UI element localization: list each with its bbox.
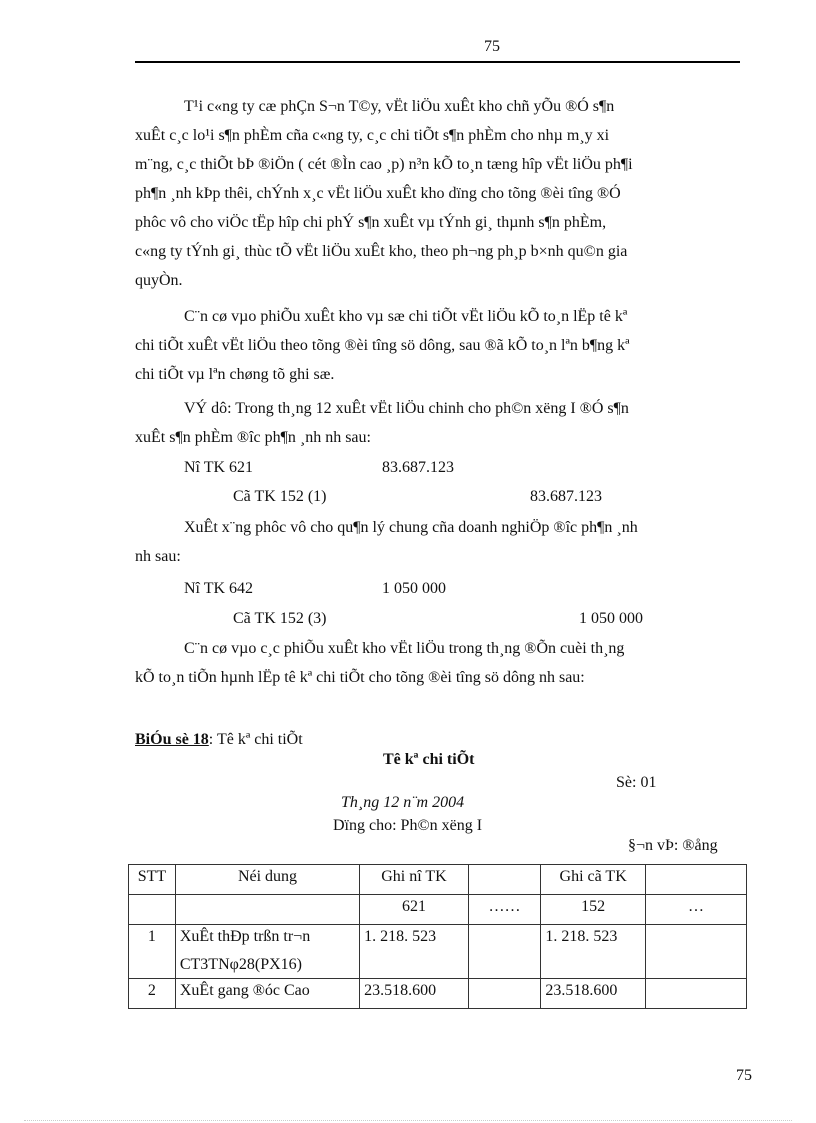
credit-account: Cã TK 152 (3) bbox=[233, 610, 327, 627]
report-unit: §¬n vÞ: ®ång bbox=[628, 837, 718, 854]
subheader-debit-account: 621 bbox=[360, 895, 469, 925]
paragraph-line: kÕ to¸n tiÕn hµnh lËp tê kª chi tiÕt cho tõng ®èi tîng sö dông nh sau: bbox=[135, 669, 585, 686]
report-number: Sè: 01 bbox=[616, 774, 657, 791]
report-caption-suffix: : Tê kª chi tiÕt bbox=[208, 731, 303, 748]
paragraph-line: C¨n cø vµo c¸c phiÕu xuÊt kho vËt liÖu trong th¸ng ®Õn cuèi th¸ng bbox=[184, 640, 625, 657]
paragraph-line: xuÊt s¶n phÈm ®îc ph¶n ¸nh nh sau: bbox=[135, 429, 371, 446]
report-date: Th¸ng 12 n¨m 2004 bbox=[341, 794, 465, 811]
footer-page-number: 75 bbox=[736, 1067, 752, 1084]
subheader-stt bbox=[129, 895, 176, 925]
report-caption-prefix: BiÓu sè 18 bbox=[135, 731, 209, 748]
row-content bbox=[175, 925, 359, 979]
table-subheader-row bbox=[129, 895, 747, 925]
paragraph-line: chi tiÕt xuÊt vËt liÖu theo tõng ®èi tîng sö dông, sau ®ã kÕ to¸n lªn b¶ng kª bbox=[135, 337, 630, 354]
paragraph-line: C¨n cø vµo phiÕu xuÊt kho vµ sæ chi tiÕt vËt liÖu kÕ to¸n lËp tê kª bbox=[184, 308, 628, 325]
row-debit-more bbox=[468, 925, 541, 979]
row-content: XuÊt gang ®óc Cao bbox=[175, 979, 359, 1009]
row-credit-more bbox=[645, 979, 746, 1009]
credit-amount: 83.687.123 bbox=[530, 488, 602, 505]
header-content: Néi dung bbox=[175, 865, 359, 895]
header-debit: Ghi nî TK bbox=[360, 865, 469, 895]
paragraph-line: xuÊt c¸c lo¹i s¶n phÈm cña c«ng ty, c¸c chi tiÕt s¶n phÈm cho nhµ m¸y xi bbox=[135, 127, 610, 144]
row-stt: 1 bbox=[129, 925, 176, 979]
subheader-credit-account: 152 bbox=[541, 895, 646, 925]
debit-account: Nî TK 642 bbox=[184, 580, 254, 597]
paragraph-line: ph¶n ¸nh kÞp thêi, chÝnh x¸c vËt liÖu xuÊt kho dïng cho tõng ®èi tîng ®Ó bbox=[135, 185, 621, 202]
row-stt: 2 bbox=[129, 979, 176, 1009]
paragraph-line: XuÊt x¨ng phôc vô cho qu¶n lý chung cña doanh nghiÖp ®îc ph¶n ¸nh bbox=[184, 519, 638, 536]
debit-amount: 83.687.123 bbox=[382, 459, 454, 476]
page-bottom-border bbox=[24, 1120, 792, 1121]
header-page-number: 75 bbox=[484, 38, 500, 55]
header-credit: Ghi cã TK bbox=[541, 865, 646, 895]
credit-amount: 1 050 000 bbox=[579, 610, 643, 627]
row-debit-more bbox=[468, 979, 541, 1009]
header-credit-more bbox=[645, 865, 746, 895]
credit-account: Cã TK 152 (1) bbox=[233, 488, 327, 505]
header-stt: STT bbox=[129, 865, 176, 895]
paragraph-line: nh sau: bbox=[135, 548, 181, 565]
table-row bbox=[129, 925, 747, 979]
detail-table bbox=[128, 864, 747, 1009]
row-debit: 1. 218. 523 bbox=[360, 925, 469, 979]
header-rule bbox=[135, 61, 740, 63]
paragraph-line: T¹i c«ng ty cæ phÇn S¬n T©y, vËt liÖu xuÊt kho chñ yÕu ®Ó s¶n bbox=[184, 98, 615, 115]
debit-account: Nî TK 621 bbox=[184, 459, 254, 476]
paragraph-line: quyÒn. bbox=[135, 272, 183, 289]
table-header-row bbox=[129, 865, 747, 895]
row-content-line: XuÊt thÐp trßn tr¬n bbox=[179, 928, 311, 945]
paragraph-line: phôc vô cho viÖc tËp hîp chi phÝ s¶n xuÊt vµ tÝnh gi¸ thµnh s¶n phÈm, bbox=[135, 214, 607, 231]
debit-amount: 1 050 000 bbox=[382, 580, 446, 597]
row-credit-more bbox=[645, 925, 746, 979]
report-caption bbox=[135, 731, 303, 749]
report-used-for: Dïng cho: Ph©n xëng I bbox=[333, 817, 483, 834]
report-title: Tê kª chi tiÕt bbox=[383, 751, 475, 768]
subheader-debit-more: …… bbox=[468, 895, 541, 925]
paragraph-line: chi tiÕt vµ lªn chøng tõ ghi sæ. bbox=[135, 366, 335, 383]
subheader-content bbox=[175, 895, 359, 925]
row-debit: 23.518.600 bbox=[360, 979, 469, 1009]
paragraph-line: c«ng ty tÝnh gi¸ thùc tÕ vËt liÖu xuÊt kho, theo ph¬ng ph¸p b×nh qu©n gia bbox=[135, 243, 628, 260]
paragraph-line: m¨ng, c¸c thiÕt bÞ ®iÖn ( cét ®Ìn cao ¸p) n³n kÕ to¸n tæng hîp vËt liÖu ph¶i bbox=[135, 156, 633, 173]
row-credit: 23.518.600 bbox=[541, 979, 646, 1009]
subheader-credit-more: … bbox=[645, 895, 746, 925]
table-row bbox=[129, 979, 747, 1009]
header-debit-more bbox=[468, 865, 541, 895]
row-credit: 1. 218. 523 bbox=[541, 925, 646, 979]
paragraph-line: VÝ dô: Trong th¸ng 12 xuÊt vËt liÖu chinh cho ph©n xëng I ®Ó s¶n bbox=[184, 400, 629, 417]
row-content-line: CT3TNφ28(PX16) bbox=[179, 956, 302, 973]
